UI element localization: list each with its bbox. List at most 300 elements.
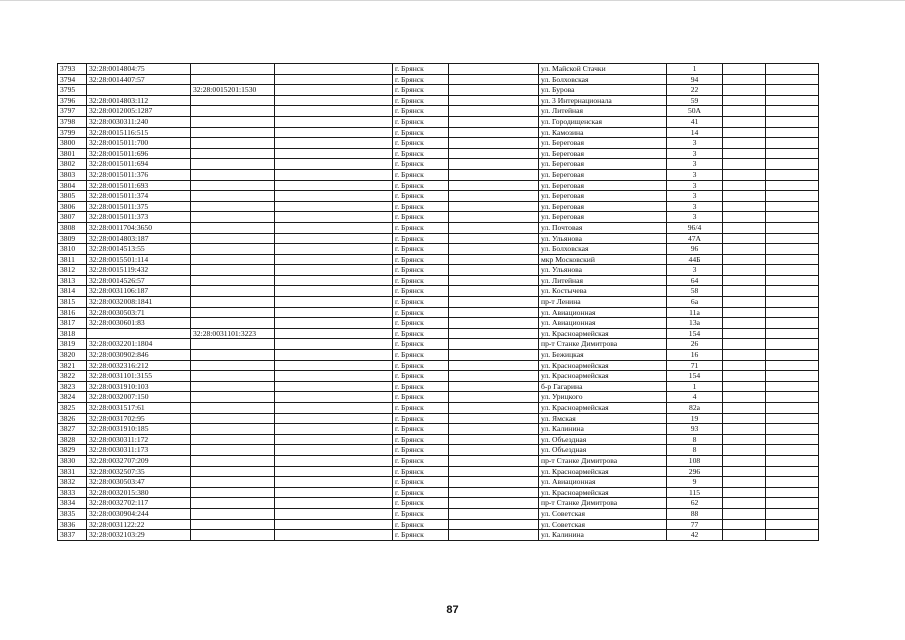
blank-cell-2 bbox=[449, 307, 539, 318]
blank-cell-3 bbox=[723, 169, 766, 180]
blank-cell-2 bbox=[449, 445, 539, 456]
street-cell: ул. Объездная bbox=[539, 445, 667, 456]
blank-cell-3 bbox=[723, 519, 766, 530]
city-cell: г. Брянск bbox=[393, 530, 449, 541]
blank-cell-3 bbox=[723, 477, 766, 488]
table-row bbox=[58, 116, 819, 127]
street-cell: ул. Объездная bbox=[539, 434, 667, 445]
cadastral-number-cell: 32:28:0032103:29 bbox=[87, 530, 191, 541]
street-cell: ул. Литейная bbox=[539, 106, 667, 117]
cadastral-number-cell: 32:28:0030311:173 bbox=[87, 445, 191, 456]
cadastral-number-cell: 32:28:0032201:1804 bbox=[87, 339, 191, 350]
blank-cell-2 bbox=[449, 95, 539, 106]
table-row bbox=[58, 318, 819, 329]
cadastral-number-cell: 32:28:0032008:1841 bbox=[87, 297, 191, 308]
city-cell: г. Брянск bbox=[393, 487, 449, 498]
cadastral-number-alt-cell bbox=[191, 127, 275, 138]
blank-cell-3 bbox=[723, 275, 766, 286]
cadastral-number-alt-cell bbox=[191, 318, 275, 329]
blank-cell-4 bbox=[766, 180, 819, 191]
cadastral-number-cell: 32:28:0031702:95 bbox=[87, 413, 191, 424]
blank-cell-2 bbox=[449, 138, 539, 149]
city-cell: г. Брянск bbox=[393, 286, 449, 297]
cadastral-number-cell: 32:28:0031517:61 bbox=[87, 403, 191, 414]
house-number-cell: 3 bbox=[667, 138, 723, 149]
row-number-cell: 3834 bbox=[58, 498, 87, 509]
blank-cell-4 bbox=[766, 487, 819, 498]
cadastral-number-cell: 32:28:0014407:57 bbox=[87, 74, 191, 85]
blank-cell-3 bbox=[723, 530, 766, 541]
street-cell: ул. Береговая bbox=[539, 212, 667, 223]
row-number-cell: 3816 bbox=[58, 307, 87, 318]
house-number-cell: 62 bbox=[667, 498, 723, 509]
blank-cell-2 bbox=[449, 244, 539, 255]
table-row bbox=[58, 85, 819, 96]
cadastral-number-cell: 32:28:0030311:240 bbox=[87, 116, 191, 127]
house-number-cell: 42 bbox=[667, 530, 723, 541]
house-number-cell: 94 bbox=[667, 74, 723, 85]
row-number-cell: 3794 bbox=[58, 74, 87, 85]
cadastral-number-cell: 32:28:0014513:55 bbox=[87, 244, 191, 255]
cadastral-number-alt-cell bbox=[191, 371, 275, 382]
blank-cell-2 bbox=[449, 212, 539, 223]
blank-cell-2 bbox=[449, 360, 539, 371]
table-row bbox=[58, 159, 819, 170]
city-cell: г. Брянск bbox=[393, 455, 449, 466]
city-cell: г. Брянск bbox=[393, 381, 449, 392]
blank-cell-3 bbox=[723, 180, 766, 191]
blank-cell-3 bbox=[723, 508, 766, 519]
house-number-cell: 44Б bbox=[667, 254, 723, 265]
cadastral-number-alt-cell bbox=[191, 403, 275, 414]
blank-cell-2 bbox=[449, 233, 539, 244]
blank-cell bbox=[275, 519, 393, 530]
house-number-cell: 3 bbox=[667, 169, 723, 180]
table-row bbox=[58, 212, 819, 223]
blank-cell bbox=[275, 74, 393, 85]
city-cell: г. Брянск bbox=[393, 159, 449, 170]
house-number-cell: 3 bbox=[667, 212, 723, 223]
blank-cell-2 bbox=[449, 318, 539, 329]
house-number-cell: 9 bbox=[667, 477, 723, 488]
table-row bbox=[58, 74, 819, 85]
row-number-cell: 3803 bbox=[58, 169, 87, 180]
blank-cell bbox=[275, 64, 393, 75]
blank-cell-3 bbox=[723, 148, 766, 159]
city-cell: г. Брянск bbox=[393, 424, 449, 435]
cadastral-number-alt-cell bbox=[191, 466, 275, 477]
blank-cell-2 bbox=[449, 498, 539, 509]
blank-cell bbox=[275, 106, 393, 117]
house-number-cell: 50А bbox=[667, 106, 723, 117]
city-cell: г. Брянск bbox=[393, 519, 449, 530]
blank-cell-3 bbox=[723, 307, 766, 318]
house-number-cell: 108 bbox=[667, 455, 723, 466]
house-number-cell: 71 bbox=[667, 360, 723, 371]
blank-cell-3 bbox=[723, 297, 766, 308]
city-cell: г. Брянск bbox=[393, 307, 449, 318]
city-cell: г. Брянск bbox=[393, 360, 449, 371]
street-cell: пр-т Станке Димитрова bbox=[539, 498, 667, 509]
blank-cell-3 bbox=[723, 487, 766, 498]
blank-cell-2 bbox=[449, 508, 539, 519]
blank-cell-3 bbox=[723, 233, 766, 244]
blank-cell-4 bbox=[766, 116, 819, 127]
blank-cell-4 bbox=[766, 265, 819, 276]
blank-cell-4 bbox=[766, 64, 819, 75]
cadastral-number-alt-cell bbox=[191, 392, 275, 403]
blank-cell-4 bbox=[766, 233, 819, 244]
blank-cell-3 bbox=[723, 64, 766, 75]
page-number: 87 bbox=[446, 604, 459, 616]
row-number-cell: 3800 bbox=[58, 138, 87, 149]
city-cell: г. Брянск bbox=[393, 498, 449, 509]
street-cell: ул. Литейная bbox=[539, 275, 667, 286]
row-number-cell: 3836 bbox=[58, 519, 87, 530]
blank-cell-2 bbox=[449, 106, 539, 117]
blank-cell-3 bbox=[723, 371, 766, 382]
row-number-cell: 3808 bbox=[58, 222, 87, 233]
table-row bbox=[58, 403, 819, 414]
cadastral-number-cell: 32:28:0015011:694 bbox=[87, 159, 191, 170]
blank-cell-4 bbox=[766, 212, 819, 223]
cadastral-number-alt-cell bbox=[191, 508, 275, 519]
cadastral-number-cell bbox=[87, 85, 191, 96]
blank-cell-2 bbox=[449, 275, 539, 286]
table-row bbox=[58, 64, 819, 75]
cadastral-number-alt-cell: 32:28:0015201:1530 bbox=[191, 85, 275, 96]
blank-cell-4 bbox=[766, 424, 819, 435]
house-number-cell: 82а bbox=[667, 403, 723, 414]
street-cell: пр-т Станке Димитрова bbox=[539, 339, 667, 350]
table-row bbox=[58, 191, 819, 202]
blank-cell-2 bbox=[449, 487, 539, 498]
blank-cell-4 bbox=[766, 244, 819, 255]
city-cell: г. Брянск bbox=[393, 466, 449, 477]
street-cell: ул. Береговая bbox=[539, 148, 667, 159]
blank-cell bbox=[275, 169, 393, 180]
street-cell: б-р Гагарина bbox=[539, 381, 667, 392]
blank-cell-3 bbox=[723, 106, 766, 117]
street-cell: ул. Авиационная bbox=[539, 477, 667, 488]
blank-cell-2 bbox=[449, 169, 539, 180]
blank-cell-4 bbox=[766, 201, 819, 212]
blank-cell bbox=[275, 148, 393, 159]
blank-cell-4 bbox=[766, 275, 819, 286]
city-cell: г. Брянск bbox=[393, 169, 449, 180]
table-row bbox=[58, 381, 819, 392]
blank-cell-2 bbox=[449, 530, 539, 541]
blank-cell bbox=[275, 222, 393, 233]
blank-cell bbox=[275, 275, 393, 286]
house-number-cell: 3 bbox=[667, 201, 723, 212]
blank-cell-3 bbox=[723, 159, 766, 170]
blank-cell-3 bbox=[723, 265, 766, 276]
blank-cell bbox=[275, 339, 393, 350]
blank-cell-4 bbox=[766, 381, 819, 392]
blank-cell-3 bbox=[723, 350, 766, 361]
blank-cell bbox=[275, 191, 393, 202]
cadastral-number-alt-cell bbox=[191, 116, 275, 127]
register-table-body bbox=[58, 64, 819, 541]
cadastral-number-cell: 32:28:0015011:375 bbox=[87, 201, 191, 212]
row-number-cell: 3798 bbox=[58, 116, 87, 127]
city-cell: г. Брянск bbox=[393, 403, 449, 414]
house-number-cell: 3 bbox=[667, 180, 723, 191]
cadastral-number-cell: 32:28:0031122:22 bbox=[87, 519, 191, 530]
cadastral-number-alt-cell bbox=[191, 498, 275, 509]
house-number-cell: 154 bbox=[667, 328, 723, 339]
cadastral-number-alt-cell bbox=[191, 286, 275, 297]
table-row bbox=[58, 169, 819, 180]
row-number-cell: 3807 bbox=[58, 212, 87, 223]
blank-cell-3 bbox=[723, 445, 766, 456]
house-number-cell: 59 bbox=[667, 95, 723, 106]
table-row bbox=[58, 445, 819, 456]
street-cell: ул. Ульянова bbox=[539, 265, 667, 276]
table-row bbox=[58, 413, 819, 424]
blank-cell-3 bbox=[723, 455, 766, 466]
cadastral-number-cell: 32:28:0014803:187 bbox=[87, 233, 191, 244]
city-cell: г. Брянск bbox=[393, 265, 449, 276]
row-number-cell: 3815 bbox=[58, 297, 87, 308]
cadastral-number-alt-cell bbox=[191, 180, 275, 191]
house-number-cell: 19 bbox=[667, 413, 723, 424]
blank-cell-3 bbox=[723, 74, 766, 85]
blank-cell-3 bbox=[723, 95, 766, 106]
cadastral-number-alt-cell bbox=[191, 339, 275, 350]
city-cell: г. Брянск bbox=[393, 445, 449, 456]
blank-cell bbox=[275, 434, 393, 445]
blank-cell-4 bbox=[766, 445, 819, 456]
cadastral-number-cell: 32:28:0032707:209 bbox=[87, 455, 191, 466]
row-number-cell: 3799 bbox=[58, 127, 87, 138]
table-row bbox=[58, 498, 819, 509]
street-cell: ул. 3 Интернационала bbox=[539, 95, 667, 106]
cadastral-number-alt-cell bbox=[191, 265, 275, 276]
street-cell: ул. Береговая bbox=[539, 159, 667, 170]
city-cell: г. Брянск bbox=[393, 254, 449, 265]
blank-cell-2 bbox=[449, 392, 539, 403]
blank-cell bbox=[275, 95, 393, 106]
row-number-cell: 3829 bbox=[58, 445, 87, 456]
row-number-cell: 3833 bbox=[58, 487, 87, 498]
table-row bbox=[58, 95, 819, 106]
cadastral-number-cell: 32:28:0015011:700 bbox=[87, 138, 191, 149]
house-number-cell: 96 bbox=[667, 244, 723, 255]
blank-cell bbox=[275, 455, 393, 466]
city-cell: г. Брянск bbox=[393, 85, 449, 96]
street-cell: ул. Красноармейская bbox=[539, 487, 667, 498]
city-cell: г. Брянск bbox=[393, 318, 449, 329]
city-cell: г. Брянск bbox=[393, 328, 449, 339]
blank-cell-4 bbox=[766, 508, 819, 519]
cadastral-number-alt-cell: 32:28:0031101:3223 bbox=[191, 328, 275, 339]
street-cell: мкр Московский bbox=[539, 254, 667, 265]
row-number-cell: 3805 bbox=[58, 191, 87, 202]
cadastral-number-alt-cell bbox=[191, 424, 275, 435]
cadastral-number-cell: 32:28:0015011:374 bbox=[87, 191, 191, 202]
blank-cell-2 bbox=[449, 350, 539, 361]
blank-cell-2 bbox=[449, 127, 539, 138]
house-number-cell: 8 bbox=[667, 445, 723, 456]
cadastral-number-cell: 32:28:0030902:846 bbox=[87, 350, 191, 361]
blank-cell bbox=[275, 508, 393, 519]
row-number-cell: 3795 bbox=[58, 85, 87, 96]
cadastral-number-cell: 32:28:0011704:3650 bbox=[87, 222, 191, 233]
city-cell: г. Брянск bbox=[393, 212, 449, 223]
cadastral-number-cell: 32:28:0015116:515 bbox=[87, 127, 191, 138]
table-row bbox=[58, 106, 819, 117]
table-row bbox=[58, 297, 819, 308]
blank-cell-3 bbox=[723, 392, 766, 403]
blank-cell-2 bbox=[449, 466, 539, 477]
blank-cell-2 bbox=[449, 413, 539, 424]
cadastral-number-cell: 32:28:0030311:172 bbox=[87, 434, 191, 445]
street-cell: ул. Красноармейская bbox=[539, 328, 667, 339]
street-cell: ул. Береговая bbox=[539, 180, 667, 191]
scan-edge-line bbox=[0, 0, 905, 1]
city-cell: г. Брянск bbox=[393, 138, 449, 149]
cadastral-number-alt-cell bbox=[191, 74, 275, 85]
blank-cell-2 bbox=[449, 286, 539, 297]
city-cell: г. Брянск bbox=[393, 275, 449, 286]
blank-cell bbox=[275, 498, 393, 509]
row-number-cell: 3819 bbox=[58, 339, 87, 350]
table-row bbox=[58, 392, 819, 403]
row-number-cell: 3797 bbox=[58, 106, 87, 117]
table-row bbox=[58, 222, 819, 233]
cadastral-number-alt-cell bbox=[191, 307, 275, 318]
blank-cell-4 bbox=[766, 159, 819, 170]
house-number-cell: 41 bbox=[667, 116, 723, 127]
blank-cell bbox=[275, 254, 393, 265]
street-cell: ул. Болховская bbox=[539, 74, 667, 85]
blank-cell-2 bbox=[449, 159, 539, 170]
street-cell: пр-т Станке Димитрова bbox=[539, 455, 667, 466]
street-cell: пр-т Ленина bbox=[539, 297, 667, 308]
blank-cell-4 bbox=[766, 106, 819, 117]
street-cell: ул. Береговая bbox=[539, 191, 667, 202]
blank-cell bbox=[275, 477, 393, 488]
blank-cell-3 bbox=[723, 116, 766, 127]
blank-cell-4 bbox=[766, 222, 819, 233]
register-table bbox=[57, 63, 819, 541]
house-number-cell: 13а bbox=[667, 318, 723, 329]
blank-cell-2 bbox=[449, 265, 539, 276]
blank-cell bbox=[275, 244, 393, 255]
cadastral-number-alt-cell bbox=[191, 477, 275, 488]
cadastral-number-cell: 32:28:0032702:117 bbox=[87, 498, 191, 509]
blank-cell bbox=[275, 392, 393, 403]
table-row bbox=[58, 360, 819, 371]
house-number-cell: 4 bbox=[667, 392, 723, 403]
house-number-cell: 11а bbox=[667, 307, 723, 318]
cadastral-number-alt-cell bbox=[191, 381, 275, 392]
blank-cell bbox=[275, 201, 393, 212]
blank-cell-2 bbox=[449, 339, 539, 350]
blank-cell-2 bbox=[449, 381, 539, 392]
cadastral-number-cell: 32:28:0015011:376 bbox=[87, 169, 191, 180]
cadastral-number-cell: 32:28:0014526:57 bbox=[87, 275, 191, 286]
city-cell: г. Брянск bbox=[393, 371, 449, 382]
blank-cell-3 bbox=[723, 403, 766, 414]
row-number-cell: 3812 bbox=[58, 265, 87, 276]
blank-cell-3 bbox=[723, 212, 766, 223]
street-cell: ул. Калинина bbox=[539, 530, 667, 541]
cadastral-number-cell: 32:28:0030503:47 bbox=[87, 477, 191, 488]
row-number-cell: 3814 bbox=[58, 286, 87, 297]
blank-cell bbox=[275, 85, 393, 96]
street-cell: ул. Береговая bbox=[539, 138, 667, 149]
blank-cell-4 bbox=[766, 254, 819, 265]
row-number-cell: 3802 bbox=[58, 159, 87, 170]
blank-cell-3 bbox=[723, 360, 766, 371]
blank-cell-3 bbox=[723, 85, 766, 96]
house-number-cell: 64 bbox=[667, 275, 723, 286]
house-number-cell: 296 bbox=[667, 466, 723, 477]
house-number-cell: 3 bbox=[667, 191, 723, 202]
row-number-cell: 3827 bbox=[58, 424, 87, 435]
blank-cell-4 bbox=[766, 169, 819, 180]
row-number-cell: 3804 bbox=[58, 180, 87, 191]
street-cell: ул. Береговая bbox=[539, 169, 667, 180]
blank-cell-2 bbox=[449, 201, 539, 212]
street-cell: ул. Ямская bbox=[539, 413, 667, 424]
cadastral-number-alt-cell bbox=[191, 530, 275, 541]
blank-cell-4 bbox=[766, 371, 819, 382]
cadastral-number-alt-cell bbox=[191, 201, 275, 212]
cadastral-number-alt-cell bbox=[191, 297, 275, 308]
table-row bbox=[58, 244, 819, 255]
blank-cell-2 bbox=[449, 519, 539, 530]
cadastral-number-cell: 32:28:0030601:83 bbox=[87, 318, 191, 329]
cadastral-number-cell: 32:28:0012005:1287 bbox=[87, 106, 191, 117]
city-cell: г. Брянск bbox=[393, 64, 449, 75]
house-number-cell: 77 bbox=[667, 519, 723, 530]
blank-cell-2 bbox=[449, 297, 539, 308]
cadastral-number-alt-cell bbox=[191, 275, 275, 286]
house-number-cell: 96/4 bbox=[667, 222, 723, 233]
cadastral-number-cell: 32:28:0031910:103 bbox=[87, 381, 191, 392]
table-row bbox=[58, 275, 819, 286]
city-cell: г. Брянск bbox=[393, 233, 449, 244]
blank-cell-3 bbox=[723, 318, 766, 329]
table-row bbox=[58, 286, 819, 297]
blank-cell bbox=[275, 116, 393, 127]
blank-cell-4 bbox=[766, 477, 819, 488]
street-cell: ул. Костычева bbox=[539, 286, 667, 297]
blank-cell bbox=[275, 360, 393, 371]
city-cell: г. Брянск bbox=[393, 350, 449, 361]
cadastral-number-cell: 32:28:0030503:71 bbox=[87, 307, 191, 318]
street-cell: ул. Красноармейская bbox=[539, 360, 667, 371]
blank-cell bbox=[275, 159, 393, 170]
cadastral-number-alt-cell bbox=[191, 159, 275, 170]
city-cell: г. Брянск bbox=[393, 106, 449, 117]
table-row bbox=[58, 487, 819, 498]
street-cell: ул. Советская bbox=[539, 508, 667, 519]
row-number-cell: 3809 bbox=[58, 233, 87, 244]
blank-cell bbox=[275, 297, 393, 308]
cadastral-number-cell: 32:28:0031101:3155 bbox=[87, 371, 191, 382]
blank-cell-2 bbox=[449, 222, 539, 233]
blank-cell-2 bbox=[449, 148, 539, 159]
blank-cell-3 bbox=[723, 127, 766, 138]
blank-cell-4 bbox=[766, 434, 819, 445]
street-cell: ул. Красноармейская bbox=[539, 403, 667, 414]
house-number-cell: 22 bbox=[667, 85, 723, 96]
